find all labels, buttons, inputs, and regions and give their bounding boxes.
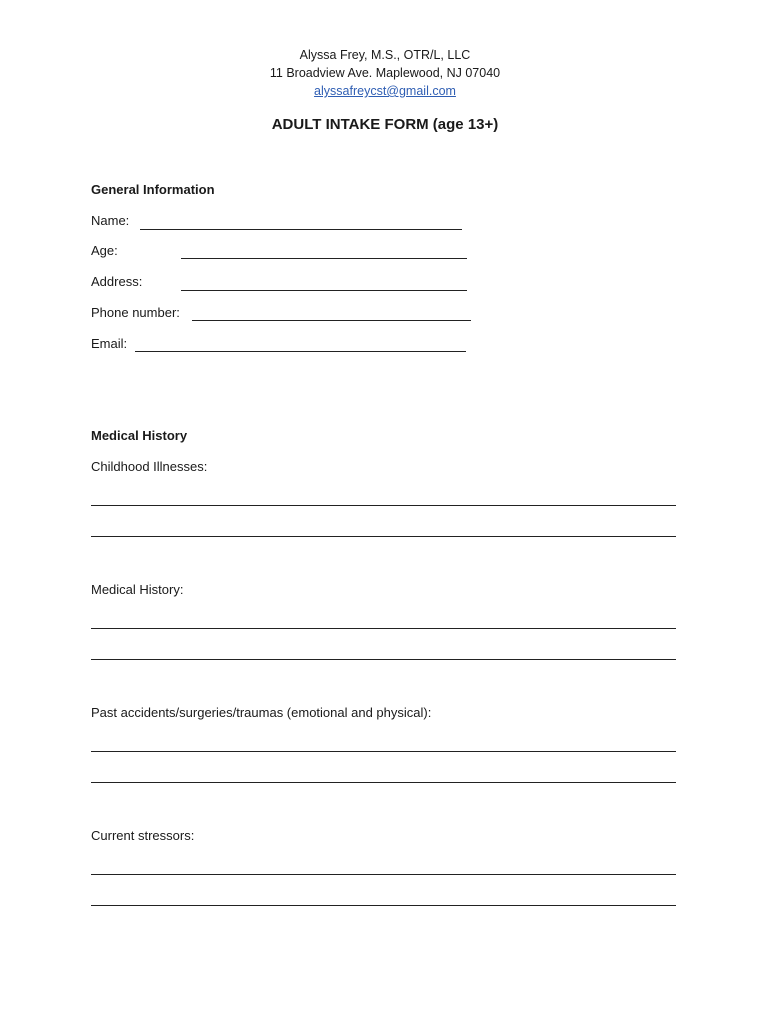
childhood-illnesses-line-1[interactable] bbox=[91, 505, 676, 506]
accidents-line-1[interactable] bbox=[91, 751, 676, 752]
medical-history-heading: Medical History bbox=[91, 428, 188, 443]
address-field[interactable] bbox=[181, 290, 467, 291]
current-stressors-line-2[interactable] bbox=[91, 905, 676, 906]
accidents-label: Past accidents/surgeries/traumas (emotional and physical): bbox=[91, 705, 432, 720]
email-label: Email: bbox=[91, 336, 128, 351]
childhood-illnesses-label: Childhood Illnesses: bbox=[91, 459, 208, 474]
age-label: Age: bbox=[91, 243, 118, 258]
practitioner-address: 11 Broadview Ave. Maplewood, NJ 07040 bbox=[269, 66, 501, 80]
accidents-line-2[interactable] bbox=[91, 782, 676, 783]
medical-history-line-2[interactable] bbox=[91, 659, 676, 660]
form-title: ADULT INTAKE FORM (age 13+) bbox=[271, 116, 499, 133]
age-field[interactable] bbox=[181, 258, 467, 259]
phone-label: Phone number: bbox=[91, 305, 180, 320]
childhood-illnesses-line-2[interactable] bbox=[91, 536, 676, 537]
email-field[interactable] bbox=[135, 351, 466, 352]
phone-field[interactable] bbox=[192, 320, 471, 321]
name-label: Name: bbox=[91, 213, 130, 228]
current-stressors-label: Current stressors: bbox=[91, 828, 195, 843]
name-field[interactable] bbox=[140, 229, 462, 230]
practitioner-email-link[interactable]: alyssafreycst@gmail.com bbox=[314, 84, 456, 98]
general-information-heading: General Information bbox=[91, 182, 215, 197]
address-label: Address: bbox=[91, 274, 143, 289]
current-stressors-line-1[interactable] bbox=[91, 874, 676, 875]
practitioner-name: Alyssa Frey, M.S., OTR/L, LLC bbox=[299, 48, 471, 62]
medical-history-label: Medical History: bbox=[91, 582, 184, 597]
medical-history-line-1[interactable] bbox=[91, 628, 676, 629]
